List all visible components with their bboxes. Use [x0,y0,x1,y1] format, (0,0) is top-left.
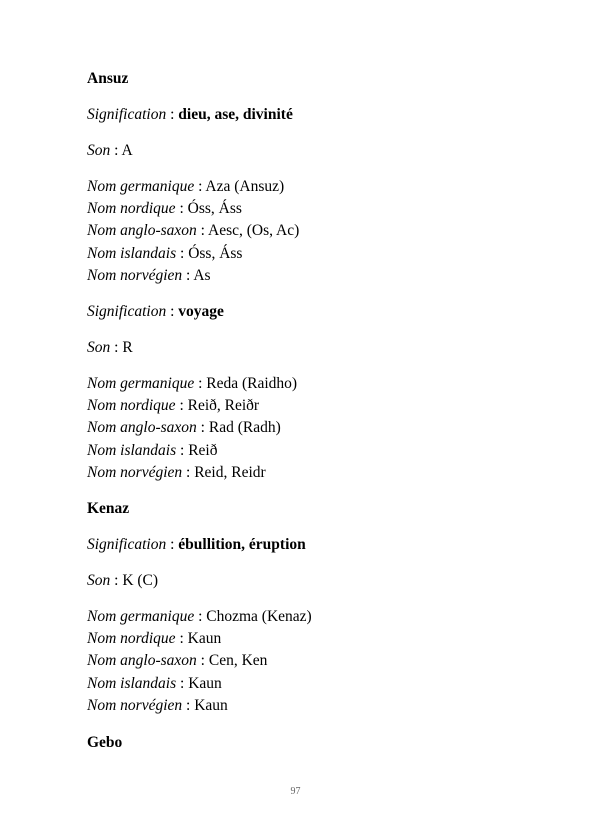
name-line [87,373,297,395]
name-line [87,440,297,462]
name-value: Reid, Reidr [194,463,266,481]
name-label: Nom anglo-saxon [87,419,197,437]
signification-label: Signification [87,536,167,553]
separator: : [175,630,188,648]
name-line [87,673,312,695]
name-line [87,462,297,484]
name-value: Aza (Ansuz) [205,178,285,195]
name-label: Nom nordique [87,397,176,415]
separator: : [176,441,189,459]
name-line [87,220,299,242]
name-value: Cen, Ken [208,652,268,670]
name-value: Reda (Raidho) [206,375,298,392]
signification-value: ébullition, éruption [178,536,306,553]
name-value: Óss, Áss [188,244,243,262]
section-title-gebo: Gebo [87,734,123,751]
son-label: Son [87,572,111,589]
names-block [87,373,297,484]
son-line [87,570,158,592]
name-label: Nom norvégien [87,696,183,714]
signification-label: Signification [87,303,167,320]
name-value: Kaun [194,696,228,714]
name-line [87,243,299,265]
names-block [87,176,299,287]
son-label: Son [87,339,111,356]
separator: : [176,244,189,262]
name-label: Nom anglo-saxon [87,222,197,240]
separator: : [194,608,207,625]
name-value: Kaun [187,630,222,648]
separator: : [196,652,209,670]
name-line [87,265,299,287]
separator: : [175,397,188,415]
name-line [87,417,297,439]
name-label: Nom norvégien [87,266,183,284]
name-label: Nom germanique [87,178,195,195]
name-label: Nom islandais [87,244,177,262]
name-value: Kaun [188,674,222,692]
son-value: K (C) [122,572,159,589]
name-line [87,628,312,650]
name-line [87,650,312,672]
son-value: A [121,142,133,159]
separator: : [196,419,209,437]
signification-label: Signification [87,106,167,123]
name-label: Nom norvégien [87,463,183,481]
section-title-ansuz: Ansuz [87,70,129,87]
separator: : [110,142,122,159]
name-label: Nom islandais [87,441,177,459]
son-label: Son [87,142,111,159]
name-label: Nom anglo-saxon [87,652,197,670]
separator: : [194,375,207,392]
signification-line [87,534,306,556]
section-title-kenaz: Kenaz [87,500,130,517]
separator: : [182,463,195,481]
name-value: Reið [188,441,218,459]
separator: : [182,696,195,714]
name-label: Nom islandais [87,674,177,692]
separator: : [176,674,189,692]
separator: : [196,222,208,240]
separator: : [166,106,179,123]
separator: : [194,178,206,195]
son-line [87,140,133,162]
name-line [87,695,312,717]
separator: : [110,339,123,356]
son-value: R [122,339,133,356]
separator: : [182,266,194,284]
name-label: Nom nordique [87,200,176,218]
name-line [87,395,297,417]
separator: : [166,303,179,320]
page-number: 97 [290,786,301,797]
name-value: Óss, Áss [187,200,242,218]
separator: : [110,572,123,589]
signification-line [87,301,224,323]
name-label: Nom germanique [87,375,195,392]
name-label: Nom nordique [87,630,176,648]
name-label: Nom germanique [87,608,195,625]
name-line [87,606,312,628]
name-line [87,198,299,220]
separator: : [166,536,179,553]
name-value: Rad (Radh) [208,419,281,437]
name-value: Chozma (Kenaz) [206,608,312,625]
signification-line [87,104,293,126]
signification-value: voyage [178,303,224,320]
name-value: Aesc, (Os, Ac) [208,222,300,240]
son-line [87,337,133,359]
separator: : [175,200,188,218]
signification-value: dieu, ase, divinité [178,106,293,123]
name-line [87,176,299,198]
name-value: As [193,266,211,284]
name-value: Reið, Reiðr [187,397,260,415]
names-block [87,606,312,717]
